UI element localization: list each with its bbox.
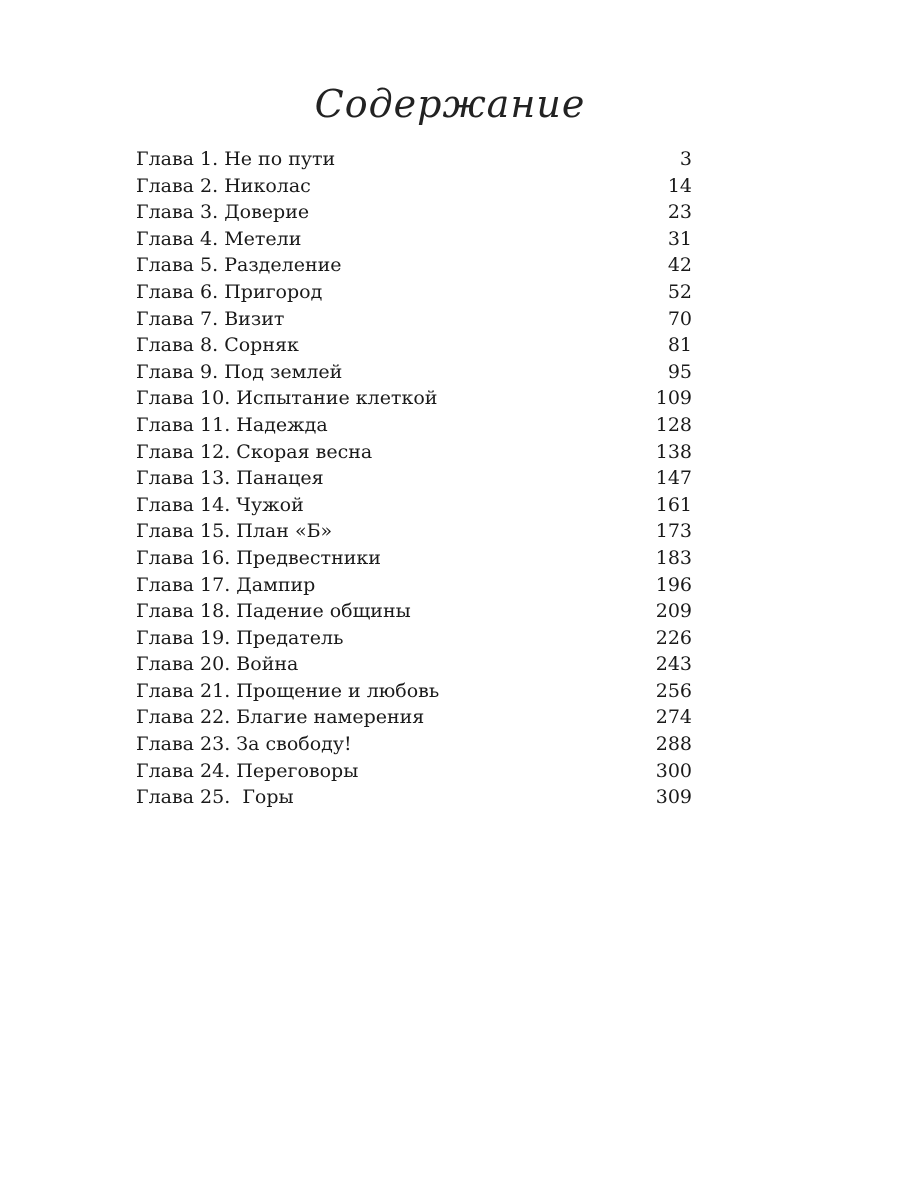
toc-entry-label: Глава 9. Под землей xyxy=(136,360,343,383)
toc-entry xyxy=(136,651,692,678)
toc-entry xyxy=(136,359,692,386)
toc-entry-page: 31 xyxy=(667,227,692,250)
toc-entry-label: Глава 3. Доверие xyxy=(136,201,310,224)
toc-entry-label: Глава 7. Визит xyxy=(136,307,285,330)
toc-entry xyxy=(136,306,692,333)
toc-entry-label: Глава 1. Не по пути xyxy=(136,148,336,170)
toc-entry-label: Глава 13. Панацея xyxy=(136,467,324,490)
toc-entry-page: 147 xyxy=(655,467,692,490)
toc-entry xyxy=(136,704,692,731)
toc-entry-page: 161 xyxy=(655,493,692,516)
toc-entry-page: 309 xyxy=(655,786,692,809)
toc-entry xyxy=(136,625,692,652)
toc-entry-page: 23 xyxy=(667,201,692,224)
toc-entry-label: Глава 5. Разделение xyxy=(136,254,342,277)
toc-entry-label: Глава 18. Падение общины xyxy=(136,600,411,623)
toc-entry-label: Глава 11. Надежда xyxy=(136,413,328,436)
toc-entry xyxy=(136,332,692,359)
toc-entry-page: 70 xyxy=(667,307,692,330)
toc-entry-label: Глава 8. Сорняк xyxy=(136,334,299,357)
toc-entry xyxy=(136,439,692,466)
toc-entry-label: Глава 15. План «Б» xyxy=(136,520,333,543)
toc-entry-page: 109 xyxy=(655,387,692,410)
toc-entry-page: 288 xyxy=(655,733,692,756)
toc-entry xyxy=(136,492,692,519)
toc-entry-page: 243 xyxy=(655,653,692,676)
toc-entry xyxy=(136,252,692,279)
toc-entry-label: Глава 6. Пригород xyxy=(136,280,323,303)
toc-entry-label: Глава 21. Прощение и любовь xyxy=(136,679,440,702)
toc-entry-label: Глава 20. Война xyxy=(136,653,299,676)
toc-entry xyxy=(136,572,692,599)
toc-entry-label: Глава 25. Горы xyxy=(136,786,294,809)
toc-entry-page: 128 xyxy=(655,413,692,436)
toc-entry-label: Глава 4. Метели xyxy=(136,227,302,250)
toc-entry xyxy=(136,173,692,200)
toc-entry xyxy=(136,146,692,173)
toc-entry-page: 95 xyxy=(667,360,692,383)
toc-entry-label: Глава 24. Переговоры xyxy=(136,759,359,782)
toc-entry-label: Глава 12. Скорая весна xyxy=(136,440,373,463)
toc-entry-page: 3 xyxy=(679,148,692,170)
toc-entry xyxy=(136,385,692,412)
toc-entry xyxy=(136,465,692,492)
toc-entry-label: Глава 2. Николас xyxy=(136,174,311,197)
toc-list xyxy=(136,146,692,811)
toc-entry-page: 42 xyxy=(667,254,692,277)
toc-entry-label: Глава 10. Испытание клеткой xyxy=(136,387,438,410)
toc-entry-page: 209 xyxy=(655,600,692,623)
toc-entry-page: 14 xyxy=(667,174,692,197)
toc-entry xyxy=(136,226,692,253)
toc-entry xyxy=(136,412,692,439)
toc-entry-label: Глава 19. Предатель xyxy=(136,626,344,649)
toc-entry-page: 173 xyxy=(655,520,692,543)
toc-entry-label: Глава 16. Предвестники xyxy=(136,546,381,569)
toc-entry xyxy=(136,731,692,758)
toc-entry-page: 138 xyxy=(655,440,692,463)
toc-entry-label: Глава 22. Благие намерения xyxy=(136,706,425,729)
toc-entry xyxy=(136,518,692,545)
toc-entry-label: Глава 23. За свободу! xyxy=(136,733,352,756)
toc-entry-label: Глава 17. Дампир xyxy=(136,573,316,596)
toc-entry-page: 274 xyxy=(655,706,692,729)
toc-entry-page: 81 xyxy=(667,334,692,357)
toc-entry-page: 226 xyxy=(655,626,692,649)
toc-entry xyxy=(136,279,692,306)
toc-entry xyxy=(136,199,692,226)
toc-entry xyxy=(136,545,692,572)
toc-entry xyxy=(136,678,692,705)
toc-entry-page: 300 xyxy=(655,759,692,782)
toc-entry xyxy=(136,758,692,785)
toc-entry-page: 256 xyxy=(655,679,692,702)
toc-entry-label: Глава 14. Чужой xyxy=(136,493,304,516)
toc-entry-page: 183 xyxy=(655,546,692,569)
toc-entry xyxy=(136,598,692,625)
toc-entry xyxy=(136,784,692,811)
toc-entry-page: 196 xyxy=(655,573,692,596)
toc-title: Содержание xyxy=(314,82,586,126)
toc-entry-page: 52 xyxy=(667,280,692,303)
